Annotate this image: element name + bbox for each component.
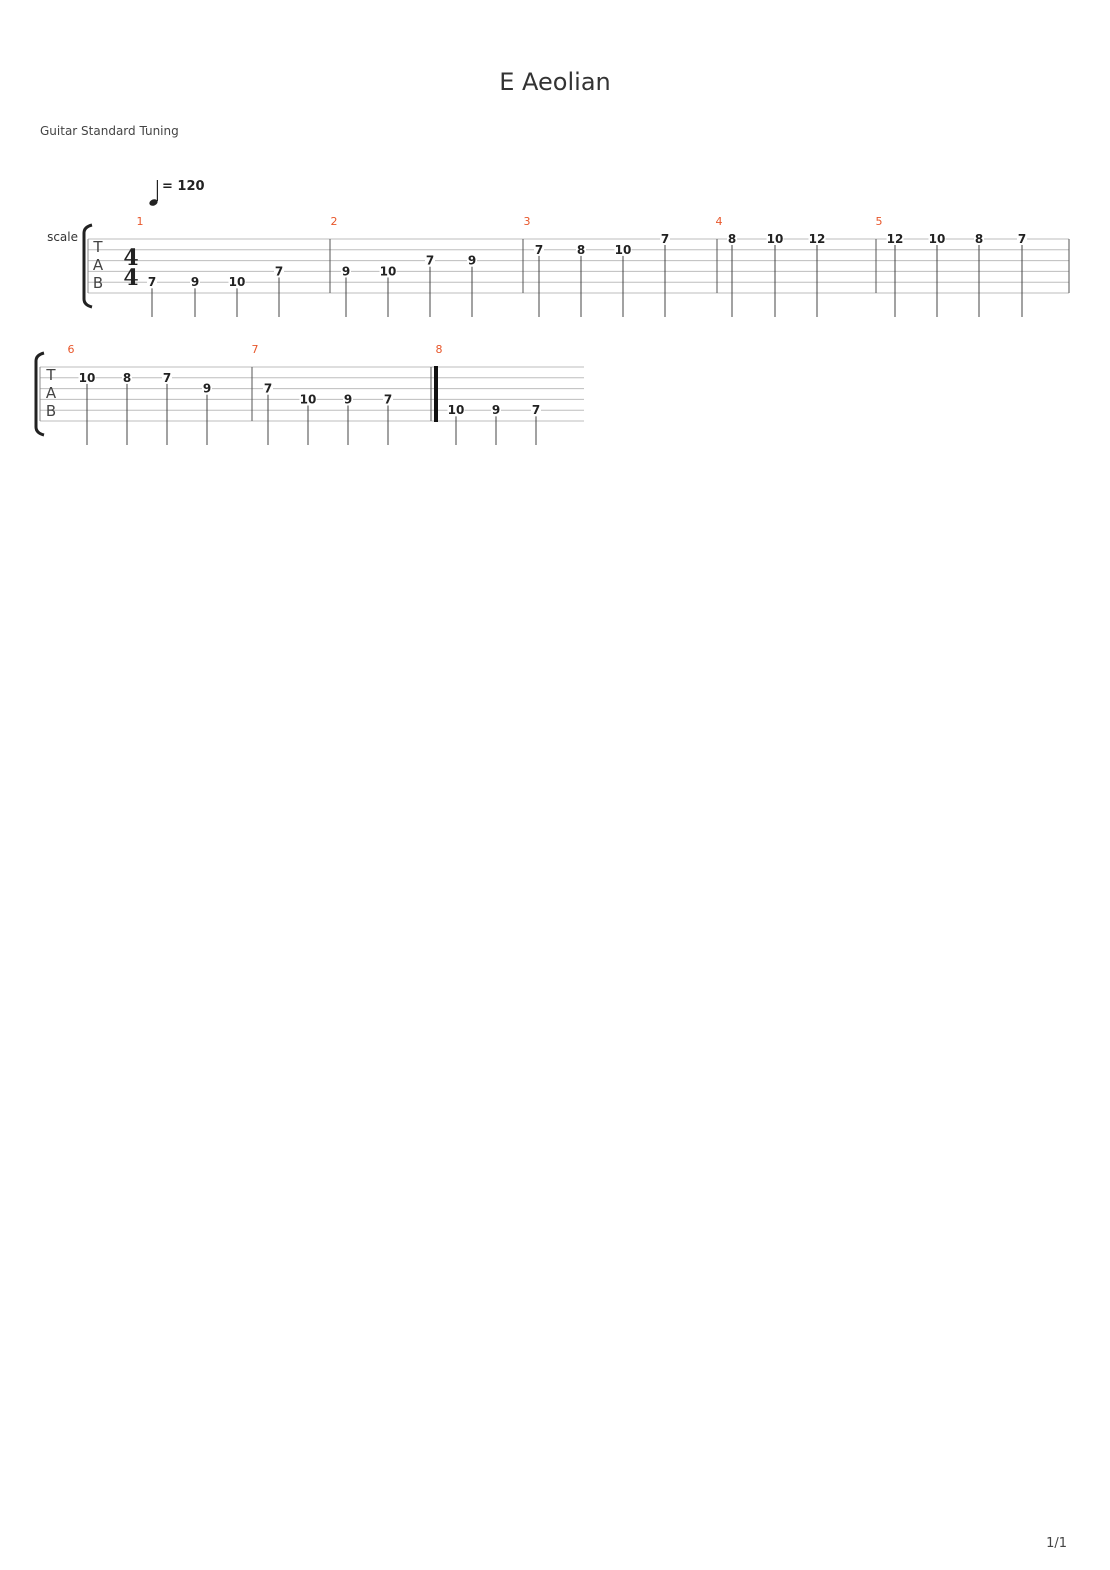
fret-number[interactable]: 9	[190, 275, 200, 290]
fret-number[interactable]: 10	[379, 264, 397, 279]
fret-number[interactable]: 7	[425, 253, 435, 268]
fret-number[interactable]: 10	[928, 232, 946, 246]
fret-number[interactable]: 7	[147, 275, 157, 290]
tab-clef-letter: A	[92, 256, 104, 274]
tab-clef-letter: T	[93, 238, 103, 256]
measure-number: 5	[875, 215, 883, 228]
measure-number: 2	[330, 215, 338, 228]
time-signature-numerator: 4	[123, 245, 139, 271]
fret-number[interactable]: 10	[766, 232, 784, 246]
fret-number[interactable]: 8	[974, 232, 984, 246]
fret-number[interactable]: 7	[263, 381, 273, 396]
tempo-marking: = 120	[162, 179, 205, 194]
song-title: E Aeolian	[499, 68, 611, 96]
measure-number: 4	[715, 215, 723, 228]
measure-number: 8	[435, 343, 443, 356]
fret-number[interactable]: 10	[78, 370, 96, 385]
fret-number[interactable]: 7	[534, 242, 544, 257]
time-signature-denominator: 4	[123, 265, 139, 291]
tab-clef-letter: B	[92, 274, 104, 292]
staff-system-2	[36, 343, 584, 445]
fret-number[interactable]: 9	[341, 264, 351, 279]
fret-number[interactable]: 7	[660, 232, 670, 246]
fret-number[interactable]: 12	[808, 232, 826, 246]
measure-number: 7	[251, 343, 259, 356]
fret-number[interactable]: 8	[576, 242, 586, 257]
fret-number[interactable]: 9	[491, 403, 501, 418]
fret-number[interactable]: 8	[122, 370, 132, 385]
staff-system-1	[84, 215, 1069, 317]
fret-number[interactable]: 9	[202, 381, 212, 396]
fret-number[interactable]: 7	[274, 264, 284, 279]
fret-number[interactable]: 9	[343, 392, 353, 407]
fret-number[interactable]: 7	[1017, 232, 1027, 246]
tab-clef-letter: B	[45, 402, 57, 420]
fret-number[interactable]: 12	[886, 232, 904, 246]
fret-number[interactable]: 7	[531, 403, 541, 418]
page-number: 1/1	[1046, 1536, 1067, 1551]
tab-clef-letter: A	[45, 384, 57, 402]
fret-number[interactable]: 10	[299, 392, 317, 407]
final-barline-thick	[434, 366, 438, 422]
tuning-label: Guitar Standard Tuning	[40, 124, 179, 138]
measure-number: 3	[523, 215, 531, 228]
fret-number[interactable]: 7	[383, 392, 393, 407]
measure-number: 6	[67, 343, 75, 356]
fret-number[interactable]: 9	[467, 253, 477, 268]
track-name: scale	[47, 230, 78, 244]
quarter-note-icon	[148, 180, 158, 207]
fret-number[interactable]: 8	[727, 232, 737, 246]
measure-number: 1	[136, 215, 144, 228]
tab-clef-letter: T	[46, 366, 56, 384]
fret-number[interactable]: 10	[228, 275, 246, 290]
fret-number[interactable]: 7	[162, 370, 172, 385]
fret-number[interactable]: 10	[614, 242, 632, 257]
fret-number[interactable]: 10	[447, 403, 465, 418]
